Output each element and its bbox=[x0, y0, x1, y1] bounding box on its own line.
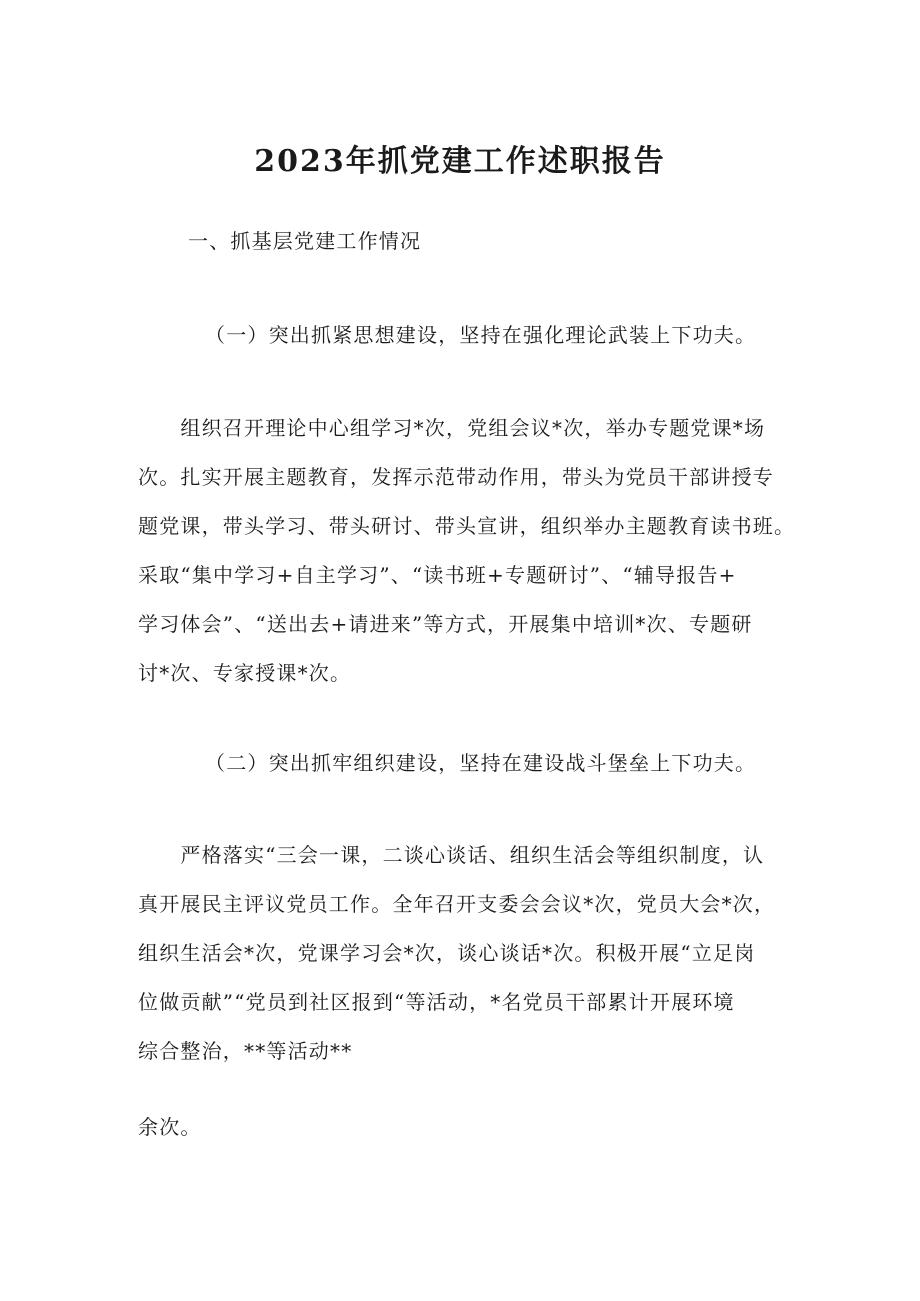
paragraph-line: 严格落实“三会一课，二谈心谈话、组织生活会等组织制度，认 bbox=[138, 843, 765, 867]
paragraph-line: 真开展民主评议党员工作。全年召开支委会会议*次，党员大会*次， bbox=[138, 892, 776, 916]
section-heading: 一、抓基层党建工作情况 bbox=[188, 229, 422, 253]
paragraph-line: 讨*次、专家授课*次。 bbox=[138, 661, 352, 685]
paragraph-line: 次。扎实开展主题教育，发挥示范带动作用，带头为党员干部讲授专 bbox=[138, 465, 774, 489]
paragraph-2 bbox=[138, 831, 798, 1076]
subsection-heading-2: （二）突出抓牢组织建设，坚持在建设战斗堡垒上下功夫。 bbox=[205, 751, 757, 775]
page-title: 2023年抓党建工作述职报告 bbox=[254, 144, 666, 179]
paragraph-line: 采取“集中学习+自主学习”、“读书班+专题研讨”、“辅导报告+ bbox=[138, 563, 737, 587]
paragraph-line: 题党课，带头学习、带头研讨、带头宣讲，组织举办主题教育读书班。 bbox=[138, 514, 796, 538]
paragraph-line: 学习体会”、“送出去+请进来”等方式，开展集中培训*次、专题研 bbox=[138, 612, 753, 636]
paragraph-line: 位做贡献”“党员到社区报到“等活动，*名党员干部累计开展环境 bbox=[138, 990, 735, 1014]
paragraph-1 bbox=[138, 404, 798, 698]
paragraph-line: 组织召开理论中心组学习*次，党组会议*次，举办专题党课*场 bbox=[138, 416, 766, 440]
paragraph-line: 组织生活会*次，党课学习会*次，谈心谈话*次。积极开展“立足岗 bbox=[138, 941, 756, 965]
paragraph-tail: 余次。 bbox=[138, 1115, 202, 1139]
paragraph-line: 综合整治，**等活动** bbox=[138, 1039, 353, 1063]
subsection-heading-1: （一）突出抓紧思想建设，坚持在强化理论武装上下功夫。 bbox=[205, 323, 757, 347]
